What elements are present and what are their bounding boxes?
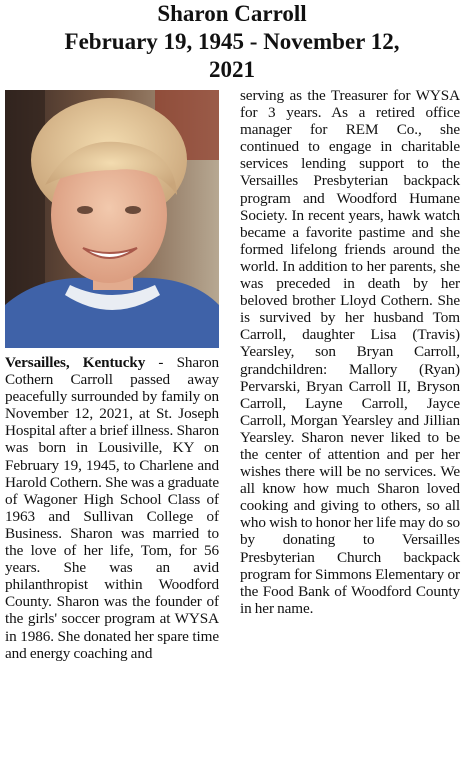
life-dates-year: 2021 xyxy=(209,57,255,82)
obituary-text-right-column xyxy=(240,87,460,617)
obituary-header xyxy=(0,0,464,84)
obituary-text-part1: - Sharon Cothern Carroll passed away peacefully surrounded by family on November 12, 2021, at St. Joseph Hospital after a brief illness. Sharon was born in Lousiville, KY on February 19, 1945, to Charlene and Harold Cothern. She was a graduate of Wagoner High School Class of 1963 and Sullivan College of Business. Sharon was married to the love of her life, Tom, for 56 years. She was an avid philanthropist within Woodford County. Sharon was the founder of the girls' soccer program at WYSA in 1986. She donated her spare time and energy coaching and xyxy=(5,354,220,662)
deceased-name: Sharon Carroll xyxy=(157,1,307,26)
obituary-text-part2: serving as the Treasurer for WYSA for 3 years. As a retired office manager for REM Co., she continued to engage in charitable services lending support to the Versailles Presbyterian backpack program and Woodford Humane Society. In recent years, hawk watch became a favorite pastime and she formed lifelong friends around the world. In addition to her parents, she was preceded in death by her beloved brother Lloyd Cothern. She is survived by her husband Tom Carroll, daughter Lisa (Travis) Yearsley, son Bryan Carroll, grandchildren: Mallory (Ryan) Pervarski, Bryan Carroll II, Bryson Carroll, Layne Carroll, Jayce Carroll, Morgan Yearsley and Jillian Yearsley. Sharon never liked to be the center of attention and per her wishes there will be no services. We all know how much Sharon loved cooking and giving to others, so all who wish to honor her life may do so by donating to Versailles Presbyterian Church backpack program for Simmons Elementary or the Food Bank of Woodford County in her name. xyxy=(240,87,460,617)
life-dates: February 19, 1945 - November 12, xyxy=(64,29,400,54)
portrait-photo xyxy=(5,90,219,348)
obituary-text-left-column xyxy=(5,354,219,662)
dateline: Versailles, Kentucky xyxy=(5,354,146,371)
